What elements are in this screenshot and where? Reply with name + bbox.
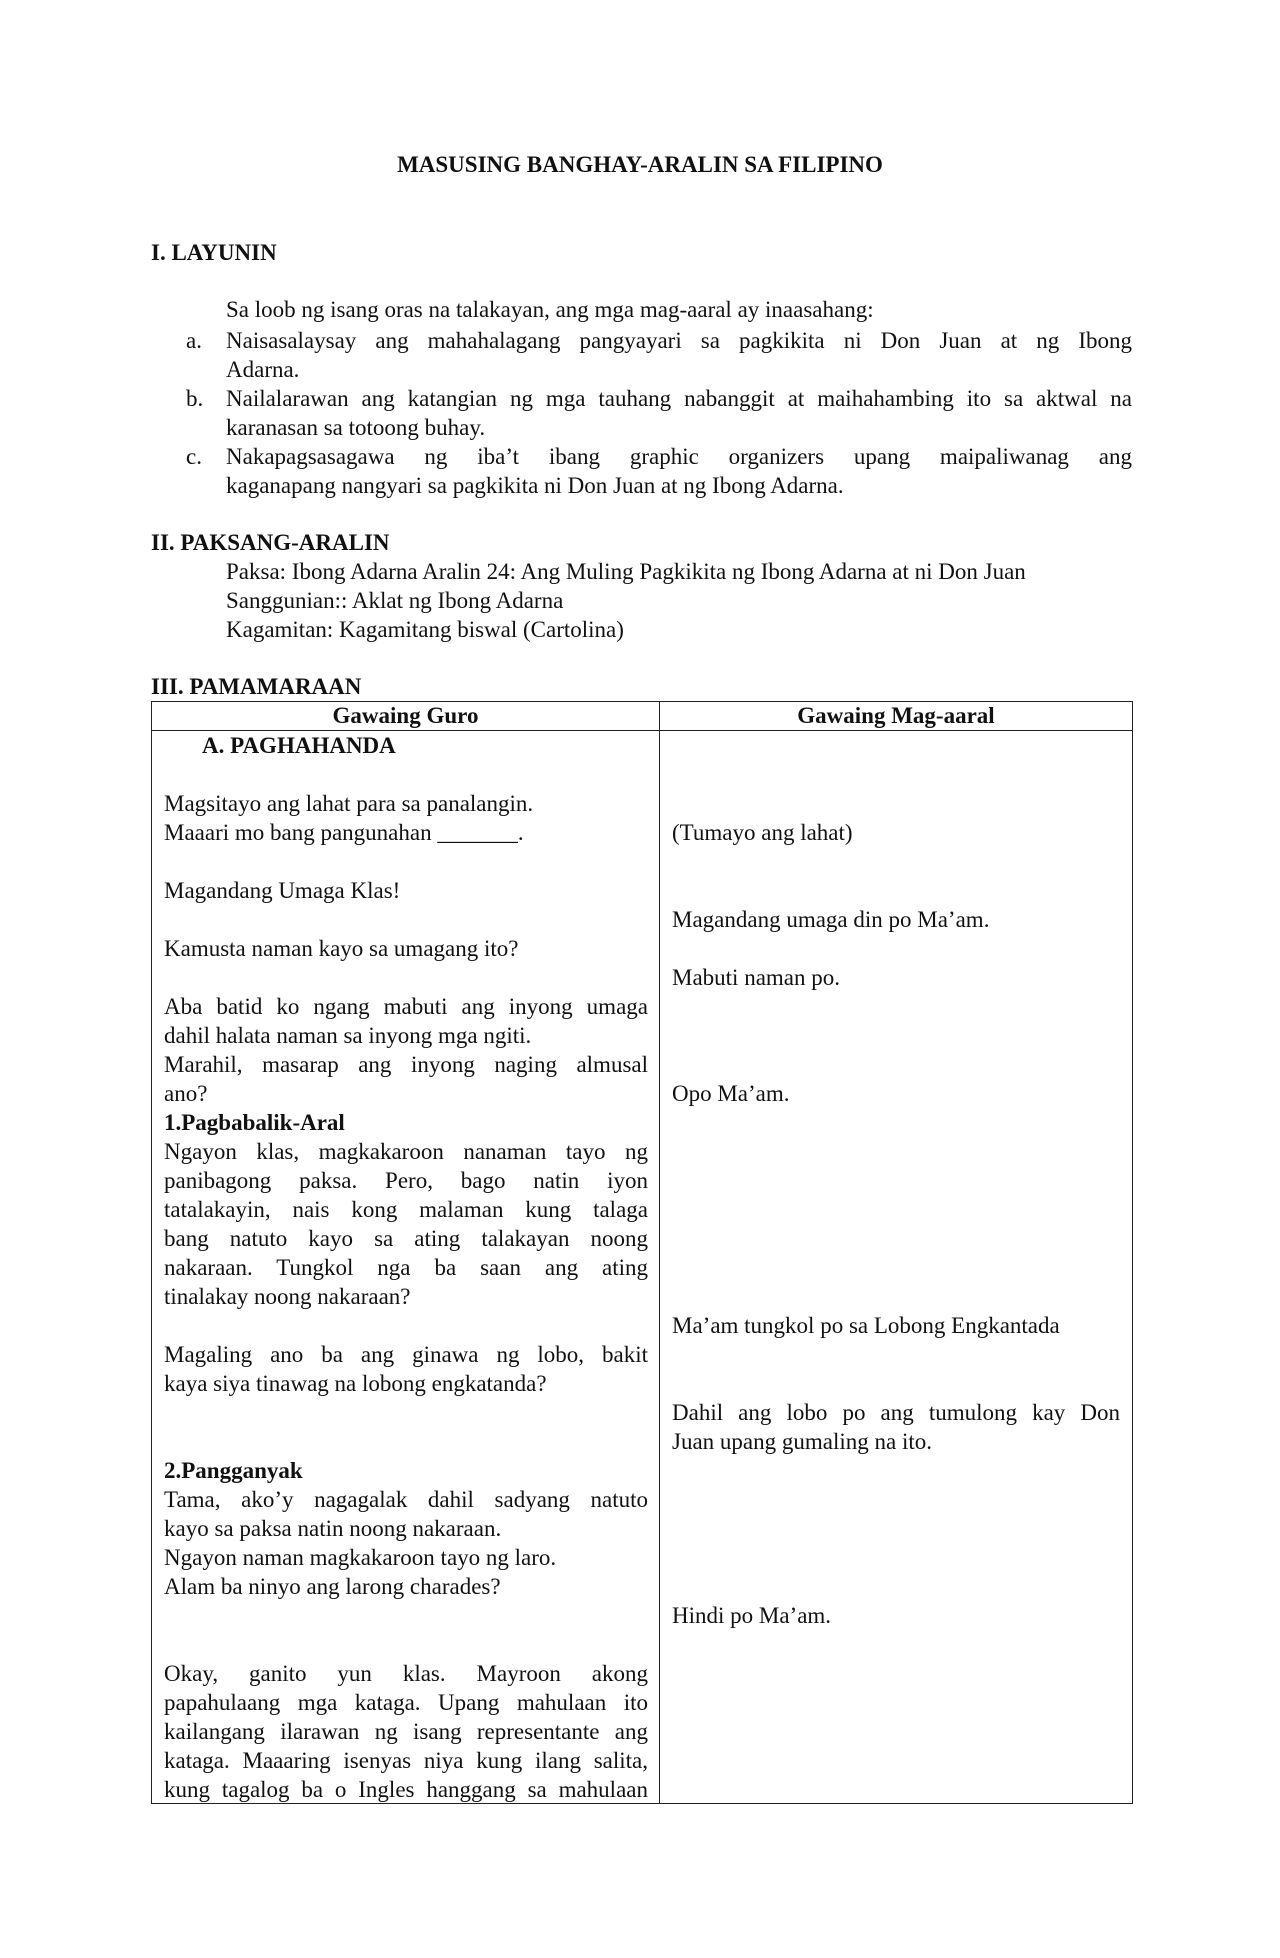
teacher-line: Kamusta naman kayo sa umagang ito? [164, 936, 519, 961]
teacher-line: Alam ba ninyo ang larong charades? [164, 1574, 501, 1599]
subheading-paghahanda: A. PAGHAHANDA [202, 733, 396, 758]
student-line: Mabuti naman po. [672, 965, 840, 990]
objective-marker: a. [186, 328, 202, 353]
student-line: Opo Ma’am. [672, 1081, 790, 1106]
teacher-line: Ngayon klas, magkakaroon nanaman tayo ng [164, 1139, 648, 1164]
teacher-line: panibagong paksa. Pero, bago natin iyon [164, 1168, 648, 1193]
teacher-line: Magandang Umaga Klas! [164, 878, 401, 903]
teacher-line: papahulaang mga kataga. Upang mahulaan ito [164, 1690, 648, 1715]
teacher-line: Marahil, masarap ang inyong naging almusal [164, 1052, 648, 1077]
teacher-line: Aba batid ko ngang mabuti ang inyong umaga [164, 994, 648, 1019]
teacher-line: ano? [164, 1081, 208, 1106]
paksa-line: Paksa: Ibong Adarna Aralin 24: Ang Muling Pagkikita ng Ibong Adarna at ni Don Juan [226, 559, 1026, 584]
objective-line: karanasan sa totoong buhay. [226, 415, 486, 440]
subheading-pangganyak: 2.Pangganyak [164, 1458, 303, 1483]
document-title: MASUSING BANGHAY-ARALIN SA FILIPINO [397, 152, 883, 177]
objectives-intro: Sa loob ng isang oras na talakayan, ang mga mag-aaral ay inaasahang: [226, 297, 874, 322]
procedure-table [151, 701, 1133, 1804]
teacher-line: kataga. Maaaring isenyas niya kung ilang salita, [164, 1748, 648, 1773]
student-line: Hindi po Ma’am. [672, 1603, 832, 1628]
teacher-line: Okay, ganito yun klas. Mayroon akong [164, 1661, 648, 1686]
student-line: Dahil ang lobo po ang tumulong kay Don [672, 1400, 1120, 1425]
teacher-line: tatalakayin, nais kong malaman kung talaga [164, 1197, 648, 1222]
objective-line: Adarna. [226, 357, 300, 382]
objective-line: Nakapagsasagawa ng iba’t ibang graphic organizers upang maipaliwanag ang [226, 444, 1132, 469]
teacher-line: Ngayon naman magkakaroon tayo ng laro. [164, 1545, 557, 1570]
teacher-column [152, 731, 660, 1804]
kagamitan-line: Kagamitan: Kagamitang biswal (Cartolina) [226, 617, 624, 642]
student-line: (Tumayo ang lahat) [672, 820, 853, 845]
heading-pamamaraan: III. PAMAMARAAN [151, 674, 362, 699]
teacher-line: tinalakay noong nakaraan? [164, 1284, 411, 1309]
teacher-line: kailangang ilarawan ng isang representante ang [164, 1719, 648, 1744]
column-header-student: Gawaing Mag-aaral [660, 702, 1133, 731]
objective-marker: b. [186, 386, 204, 411]
student-line: Juan upang gumaling na ito. [672, 1429, 932, 1454]
student-line: Magandang umaga din po Ma’am. [672, 907, 990, 932]
sanggunian-line: Sanggunian:: Aklat ng Ibong Adarna [226, 588, 564, 613]
heading-layunin: I. LAYUNIN [151, 240, 277, 265]
teacher-line: dahil halata naman sa inyong mga ngiti. [164, 1023, 532, 1048]
teacher-line: kayo sa paksa natin noong nakaraan. [164, 1516, 502, 1541]
objective-a [186, 326, 1132, 384]
student-column [660, 731, 1133, 1804]
student-line: Ma’am tungkol po sa Lobong Engkantada [672, 1313, 1060, 1338]
teacher-line: nakaraan. Tungkol nga ba saan ang ating [164, 1255, 648, 1280]
column-header-teacher: Gawaing Guro [152, 702, 660, 731]
teacher-line: Magsitayo ang lahat para sa panalangin. [164, 791, 534, 816]
teacher-line: Maaari mo bang pangunahan _______. [164, 820, 524, 845]
teacher-line: kung tagalog ba o Ingles hanggang sa mahulaan [164, 1777, 648, 1802]
objective-marker: c. [186, 444, 202, 469]
teacher-line: bang natuto kayo sa ating talakayan noong [164, 1226, 648, 1251]
objective-line: Nailalarawan ang katangian ng mga tauhang nabanggit at maihahambing ito sa aktwal na [226, 386, 1132, 411]
objective-b [186, 384, 1132, 442]
subheading-pagbabalik-aral: 1.Pagbabalik-Aral [164, 1110, 345, 1135]
objective-line: Naisasalaysay ang mahahalagang pangyayari sa pagkikita ni Don Juan at ng Ibong [226, 328, 1132, 353]
teacher-line: Magaling ano ba ang ginawa ng lobo, bakit [164, 1342, 648, 1367]
teacher-line: Tama, ako’y nagagalak dahil sadyang natuto [164, 1487, 648, 1512]
heading-paksang-aralin: II. PAKSANG-ARALIN [151, 530, 390, 555]
teacher-line: kaya siya tinawag na lobong engkatanda? [164, 1371, 547, 1396]
objective-c [186, 442, 1132, 500]
objective-line: kaganapang nangyari sa pagkikita ni Don Juan at ng Ibong Adarna. [226, 473, 844, 498]
